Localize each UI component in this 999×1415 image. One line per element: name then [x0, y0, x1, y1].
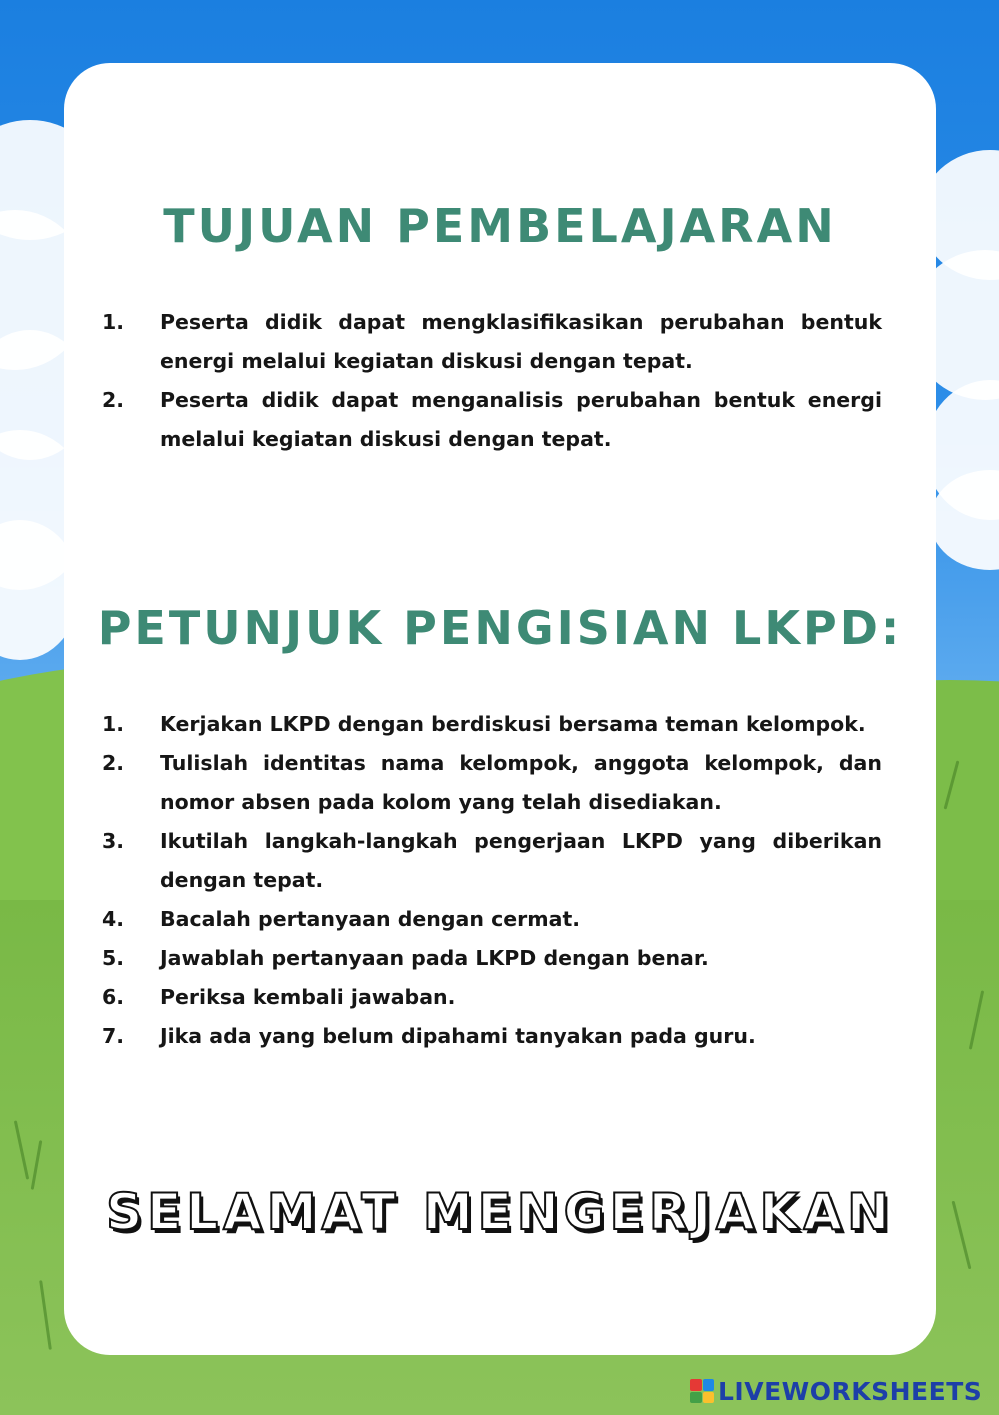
list-text: Jawablah pertanyaan pada LKPD dengan benar. [160, 946, 709, 970]
list-text: Ikutilah langkah-langkah pengerjaan LKPD yang diberikan dengan tepat. [160, 829, 882, 892]
list-number: 7. [102, 1024, 125, 1048]
list-text: Peserta didik dapat menganalisis perubahan bentuk energi melalui kegiatan diskusi dengan tepat. [160, 388, 882, 451]
list-item [102, 822, 882, 900]
list-number: 2. [102, 751, 125, 775]
list-item [102, 303, 882, 381]
list-item [102, 744, 882, 822]
list-number: 1. [102, 712, 125, 736]
list-item [102, 705, 882, 744]
list-text: Tulislah identitas nama kelompok, anggota kelompok, dan nomor absen pada kolom yang telah disediakan. [160, 751, 882, 814]
list-text: Peserta didik dapat mengklasifikasikan perubahan bentuk energi melalui kegiatan diskusi dengan tepat. [160, 310, 882, 373]
learning-objectives-list [102, 303, 882, 459]
brand-name: LIVEWORKSHEETS [718, 1376, 983, 1406]
list-text: Kerjakan LKPD dengan berdiskusi bersama teman kelompok. [160, 712, 866, 736]
liveworksheets-brand[interactable] [690, 1376, 982, 1406]
list-item [102, 939, 882, 978]
list-text: Bacalah pertanyaan dengan cermat. [160, 907, 581, 931]
list-number: 4. [102, 907, 125, 931]
learning-objectives-title: TUJUAN PEMBELAJARAN [163, 199, 837, 253]
liveworksheets-logo-icon [690, 1379, 714, 1403]
list-item [102, 1017, 882, 1056]
list-item [102, 978, 882, 1017]
list-number: 5. [102, 946, 125, 970]
list-text: Periksa kembali jawaban. [160, 985, 456, 1009]
list-number: 2. [102, 388, 125, 412]
content-card [64, 63, 936, 1355]
list-text: Jika ada yang belum dipahami tanyakan pada guru. [160, 1024, 756, 1048]
closing-message: SELAMAT MENGERJAKAN [106, 1183, 894, 1241]
list-item [102, 381, 882, 459]
instructions-list [102, 705, 882, 1056]
list-item [102, 900, 882, 939]
list-number: 3. [102, 829, 125, 853]
list-number: 6. [102, 985, 125, 1009]
instructions-title: PETUNJUK PENGISIAN LKPD: [97, 601, 903, 655]
list-number: 1. [102, 310, 125, 334]
